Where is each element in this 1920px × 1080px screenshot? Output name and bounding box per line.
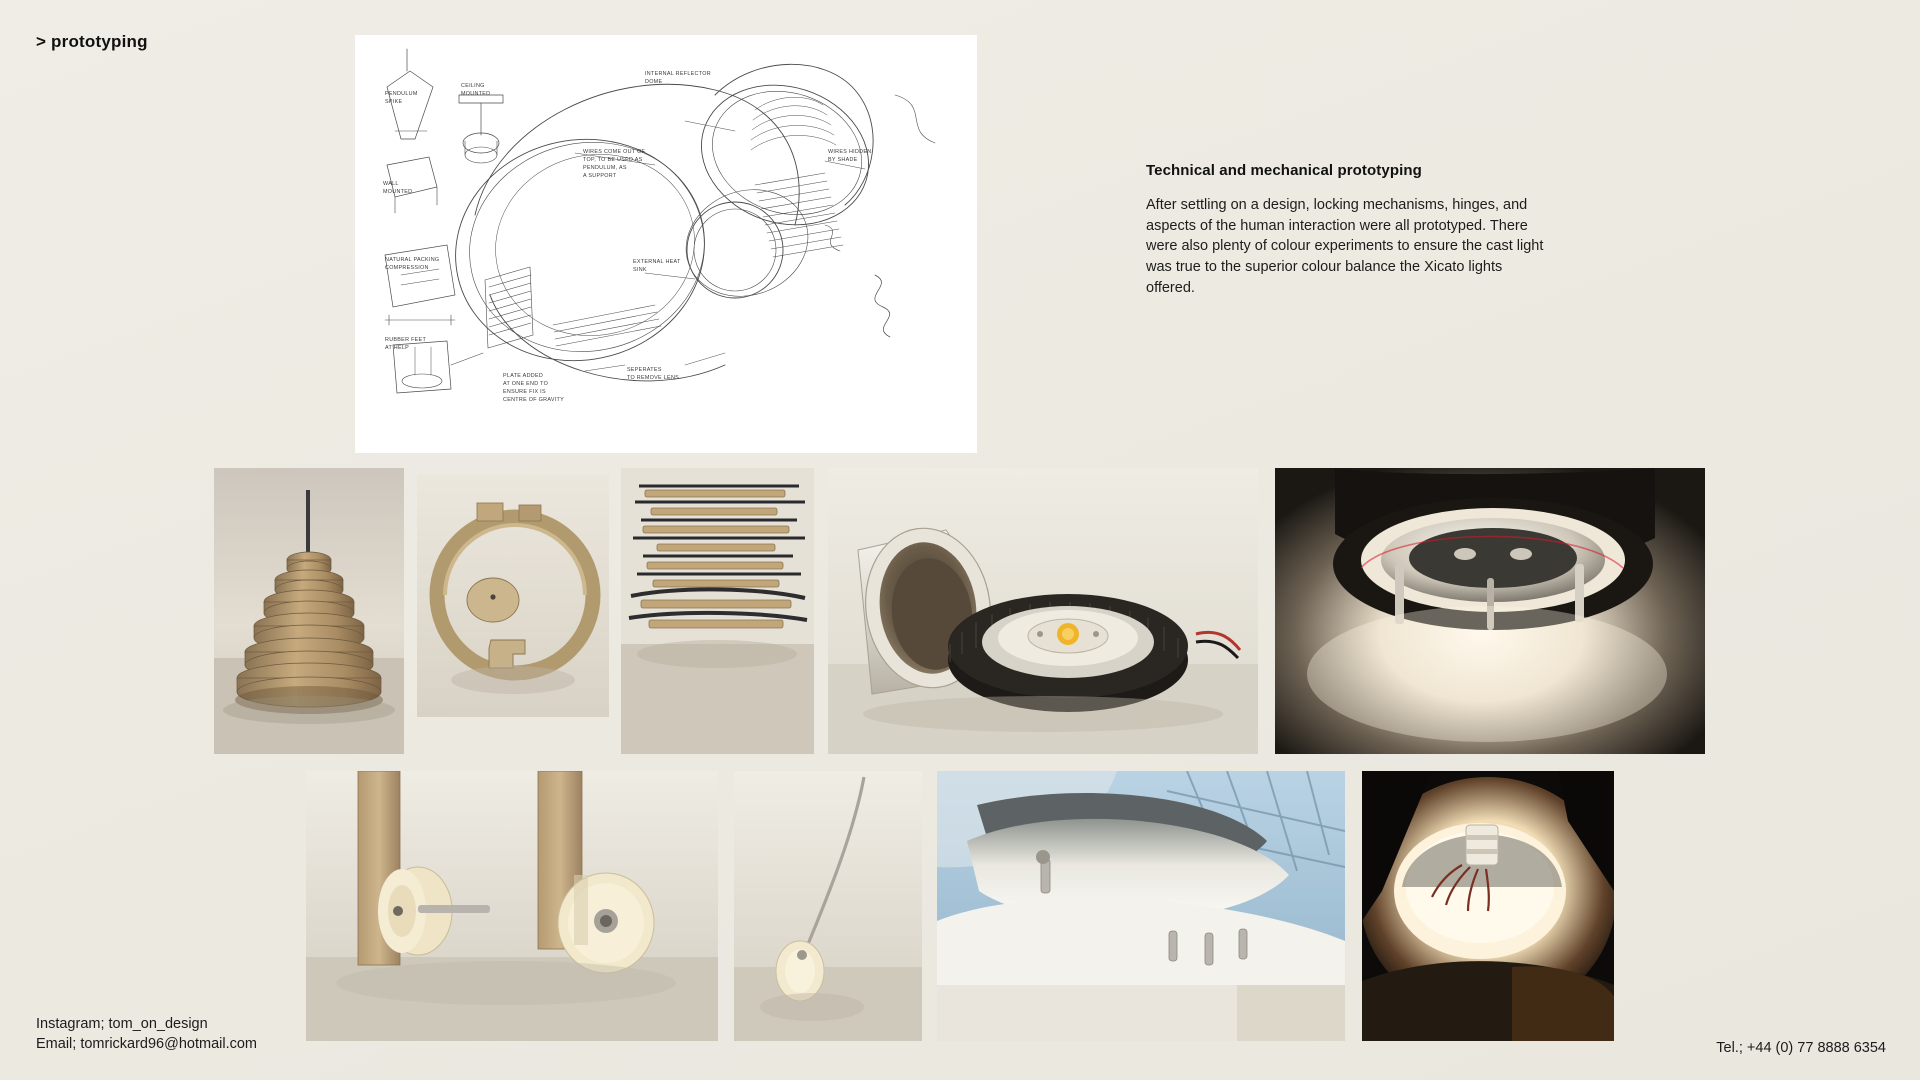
svg-text:SPIKE: SPIKE bbox=[385, 99, 403, 105]
footer-instagram: Instagram; tom_on_design bbox=[36, 1016, 208, 1032]
photo-pendulum-arm bbox=[734, 771, 922, 1041]
svg-text:PLATE ADDED: PLATE ADDED bbox=[503, 373, 544, 379]
svg-text:TOP, TO BE USED AS: TOP, TO BE USED AS bbox=[583, 157, 643, 163]
svg-text:WALL: WALL bbox=[383, 181, 399, 187]
svg-text:BY SHADE: BY SHADE bbox=[828, 157, 858, 163]
section-heading: Technical and mechanical prototyping bbox=[1146, 162, 1422, 179]
svg-text:A SUPPORT: A SUPPORT bbox=[583, 173, 617, 179]
svg-text:PENDULUM: PENDULUM bbox=[385, 91, 418, 97]
svg-text:PENDULUM, AS: PENDULUM, AS bbox=[583, 165, 627, 171]
svg-text:MOUNTED: MOUNTED bbox=[461, 91, 491, 97]
photo-cardboard-ring-hinge bbox=[417, 475, 609, 717]
concept-sketch bbox=[355, 35, 977, 453]
svg-text:COMPRESSION: COMPRESSION bbox=[385, 265, 429, 271]
photo-cardboard-layers bbox=[621, 468, 814, 754]
svg-text:RUBBER FEET: RUBBER FEET bbox=[385, 337, 427, 343]
svg-text:MOUNTED: MOUNTED bbox=[383, 189, 413, 195]
svg-text:WIRES HIDDEN: WIRES HIDDEN bbox=[828, 149, 872, 155]
svg-text:SEPERATES: SEPERATES bbox=[627, 367, 662, 373]
footer-tel: Tel.; +44 (0) 77 8888 6354 bbox=[1716, 1040, 1886, 1056]
footer-email: Email; tomrickard96@hotmail.com bbox=[36, 1036, 258, 1052]
svg-text:AT ONE END TO: AT ONE END TO bbox=[503, 381, 549, 387]
photo-lit-reflector-disc bbox=[1275, 468, 1705, 754]
photo-led-module-housing bbox=[828, 468, 1258, 754]
svg-text:WIRES COME OUT OF: WIRES COME OUT OF bbox=[583, 149, 646, 155]
breadcrumb: > prototyping bbox=[36, 32, 148, 51]
svg-text:CEILING: CEILING bbox=[461, 83, 485, 89]
photo-underside-mount bbox=[937, 771, 1345, 1041]
svg-text:NATURAL PACKING: NATURAL PACKING bbox=[385, 257, 440, 263]
svg-text:DOME: DOME bbox=[645, 79, 663, 85]
photo-cardboard-stack-cone bbox=[214, 468, 404, 754]
section-body: After settling on a design, locking mechanisms, hinges, and aspects of the human interaction were all prototyped. There were also plenty of colour experiments to ensure the cast light was true to the superior colour balance the Xicato lights offered. bbox=[1146, 197, 1544, 296]
svg-text:ENSURE FIX IS: ENSURE FIX IS bbox=[503, 389, 546, 395]
description-block bbox=[1146, 162, 1546, 299]
footer-contact bbox=[36, 1014, 257, 1054]
svg-text:CENTRE OF GRAVITY: CENTRE OF GRAVITY bbox=[503, 397, 565, 403]
photo-lamp-lit-dark bbox=[1362, 771, 1614, 1041]
svg-text:AT HELP: AT HELP bbox=[385, 345, 410, 351]
svg-text:EXTERNAL HEAT: EXTERNAL HEAT bbox=[633, 259, 681, 265]
svg-text:TO REMOVE LENS: TO REMOVE LENS bbox=[627, 375, 680, 381]
photo-hinge-pivot-test bbox=[306, 771, 718, 1041]
svg-text:INTERNAL REFLECTOR: INTERNAL REFLECTOR bbox=[645, 71, 711, 77]
svg-text:SINK: SINK bbox=[633, 267, 647, 273]
